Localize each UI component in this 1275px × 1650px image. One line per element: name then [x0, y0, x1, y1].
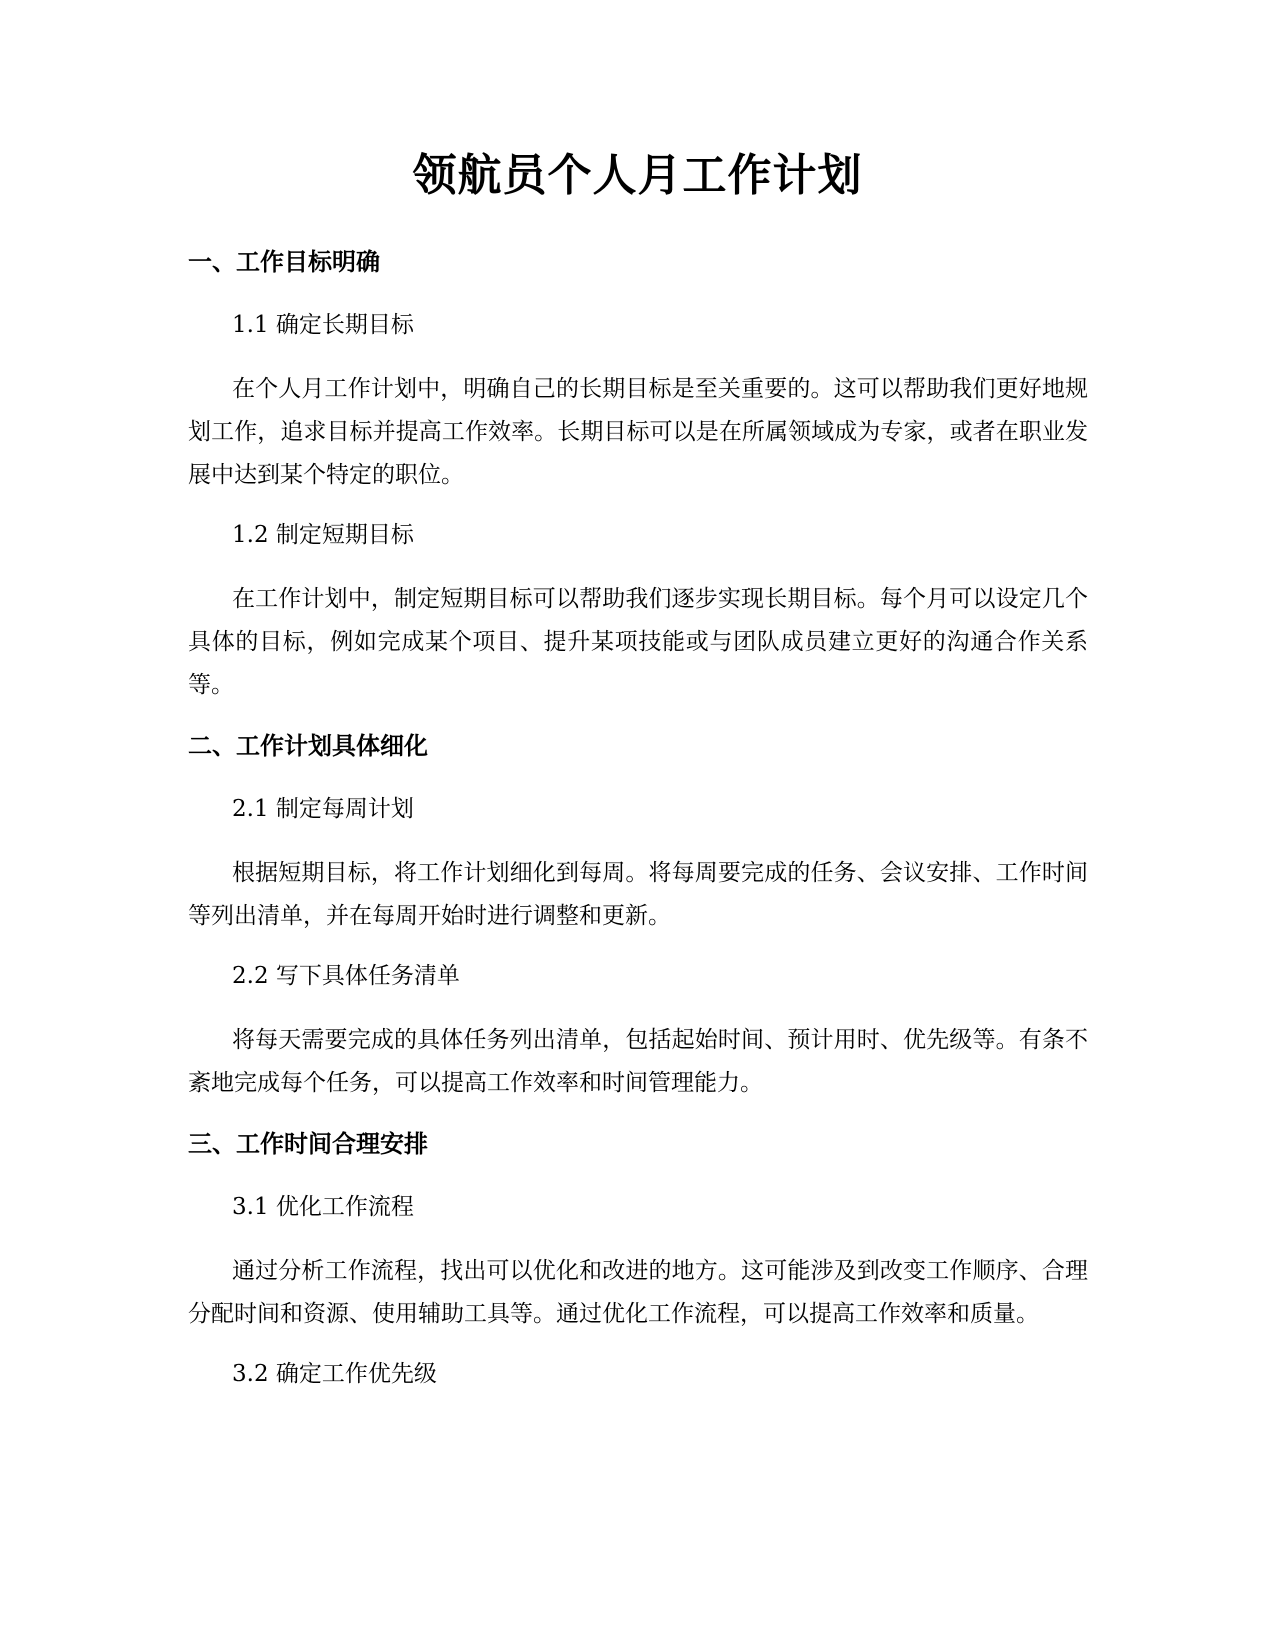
subsection-heading: 3.2 确定工作优先级 — [232, 1361, 437, 1387]
paragraph: 将每天需要完成的具体任务列出清单，包括起始时间、预计用时、优先级等。有条不紊地完成每个任务，可以提高工作效率和时间管理能力。 — [188, 1027, 1088, 1096]
subsection-heading: 3.1 优化工作流程 — [232, 1194, 414, 1220]
section-heading: 一、工作目标明确 — [188, 248, 380, 276]
paragraph: 根据短期目标，将工作计划细化到每周。将每周要完成的任务、会议安排、工作时间等列出清单，并在每周开始时进行调整和更新。 — [188, 860, 1088, 929]
paragraph: 在个人月工作计划中，明确自己的长期目标是至关重要的。这可以帮助我们更好地规划工作，追求目标并提高工作效率。长期目标可以是在所属领域成为专家，或者在职业发展中达到某个特定的职位。 — [188, 376, 1088, 488]
subsection-heading: 2.2 写下具体任务清单 — [232, 963, 460, 989]
document-body — [188, 244, 1088, 1417]
document-title: 领航员个人月工作计划 — [412, 150, 863, 201]
subsection-heading: 1.1 确定长期目标 — [232, 312, 414, 338]
section-heading: 三、工作时间合理安排 — [188, 1130, 428, 1158]
paragraph: 通过分析工作流程，找出可以优化和改进的地方。这可能涉及到改变工作顺序、合理分配时间和资源、使用辅助工具等。通过优化工作流程，可以提高工作效率和质量。 — [188, 1258, 1088, 1327]
section-2 — [188, 728, 1088, 1105]
section-3 — [188, 1126, 1088, 1391]
section-heading: 二、工作计划具体细化 — [188, 732, 428, 760]
subsection-heading: 2.1 制定每周计划 — [232, 796, 414, 822]
section-1 — [188, 244, 1088, 707]
paragraph: 在工作计划中，制定短期目标可以帮助我们逐步实现长期目标。每个月可以设定几个具体的目标，例如完成某个项目、提升某项技能或与团队成员建立更好的沟通合作关系等。 — [188, 586, 1088, 698]
subsection-heading: 1.2 制定短期目标 — [232, 522, 414, 548]
